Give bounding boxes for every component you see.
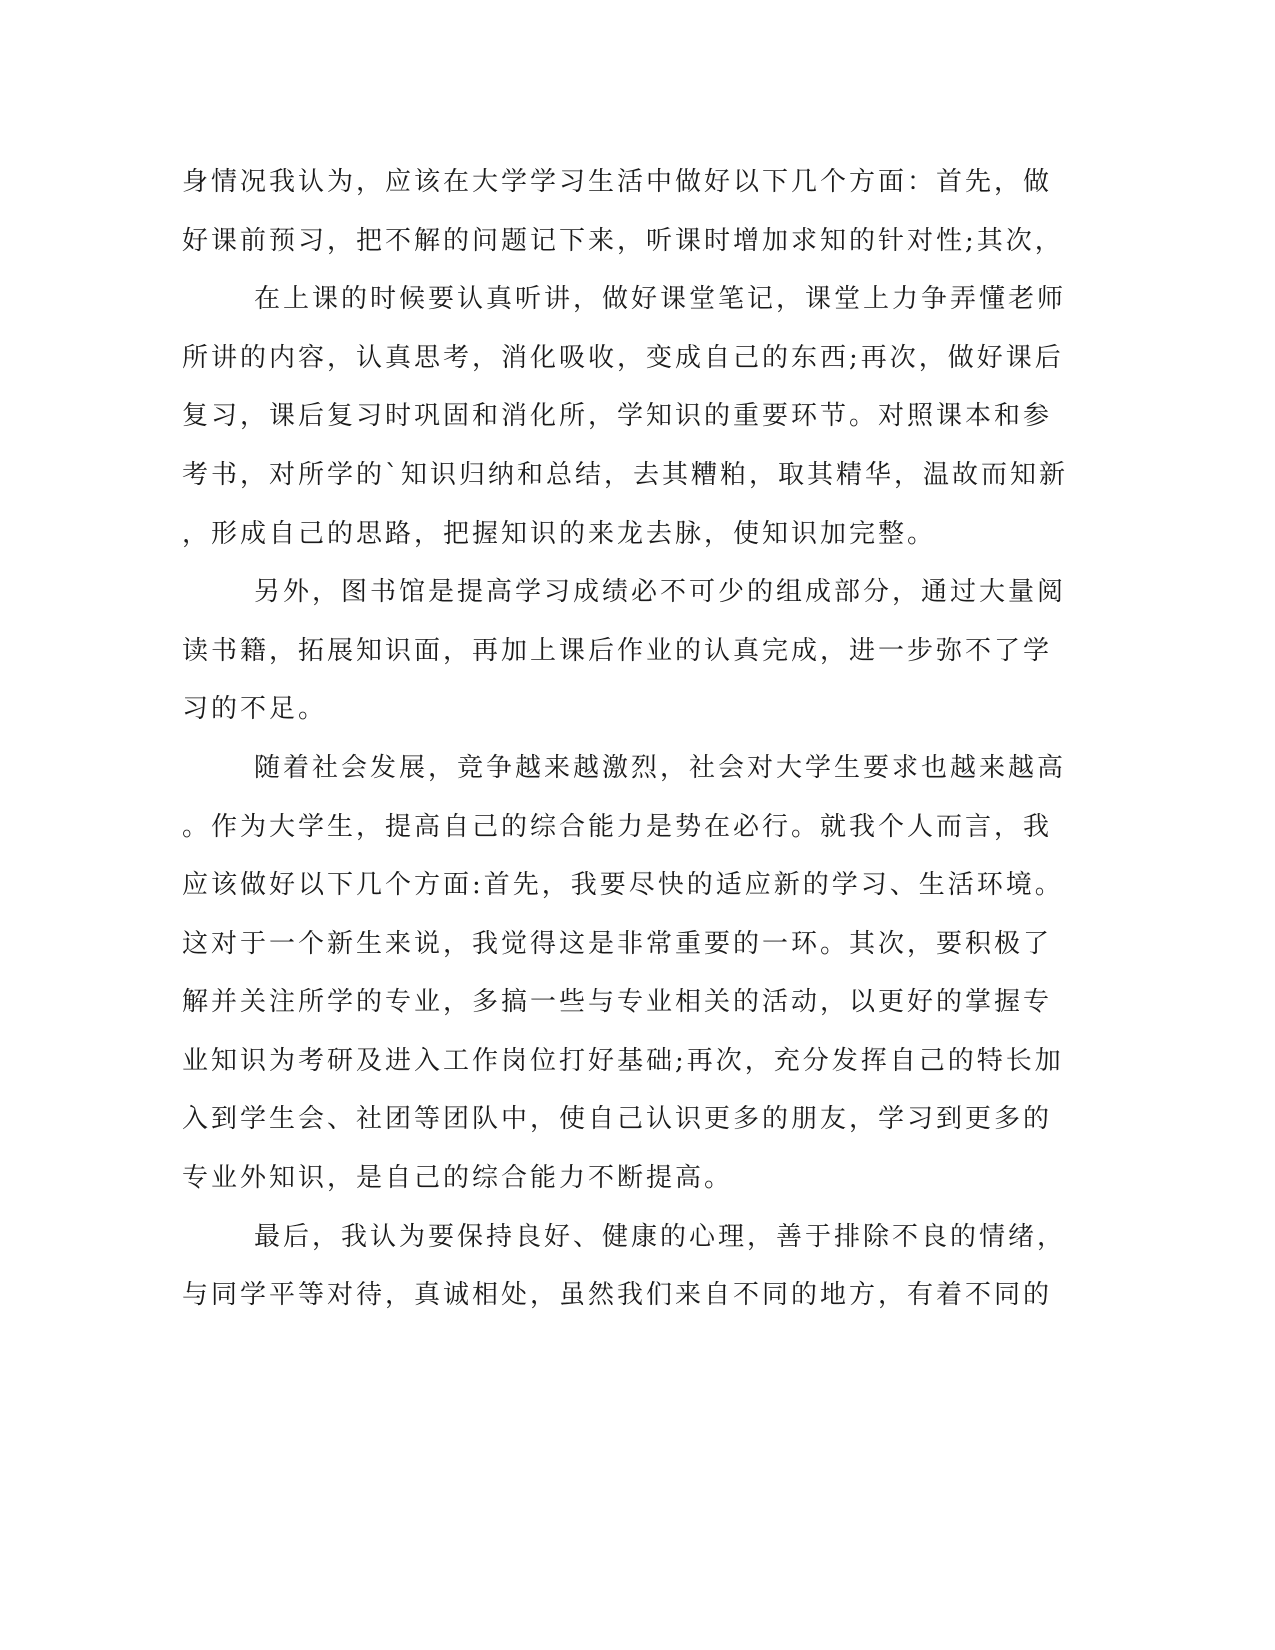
text-line: 好课前预习，把不解的问题记下来，听课时增加求知的针对性;其次， — [182, 226, 1064, 256]
text-line: 业知识为考研及进入工作岗位打好基础;再次，充分发挥自己的特长加 — [182, 1046, 1064, 1076]
text-line: 所讲的内容，认真思考，消化吸收，变成自己的东西;再次，做好课后 — [182, 343, 1064, 373]
text-line: 考书，对所学的`知识归纳和总结，去其糟粕，取其精华，温故而知新 — [182, 460, 1069, 490]
text-line: 专业外知识，是自己的综合能力不断提高。 — [182, 1163, 734, 1193]
text-line: 这对于一个新生来说，我觉得这是非常重要的一环。其次，要积极了 — [182, 929, 1053, 959]
paragraph-start-line: 最后，我认为要保持良好、健康的心理，善于排除不良的情绪， — [254, 1222, 1067, 1252]
text-line: 与同学平等对待，真诚相处，虽然我们来自不同的地方，有着不同的 — [182, 1280, 1053, 1310]
text-line: 。作为大学生，提高自己的综合能力是势在必行。就我个人而言，我 — [182, 812, 1053, 842]
text-line: 入到学生会、社团等团队中，使自己认识更多的朋友，学习到更多的 — [182, 1104, 1053, 1134]
paragraph-start-line: 另外，图书馆是提高学习成绩必不可少的组成部分，通过大量阅 — [254, 577, 1067, 607]
text-line: ，形成自己的思路，把握知识的来龙去脉，使知识加完整。 — [182, 519, 937, 549]
text-line: 复习，课后复习时巩固和消化所，学知识的重要环节。对照课本和参 — [182, 401, 1053, 431]
text-line: 身情况我认为，应该在大学学习生活中做好以下几个方面：首先，做 — [182, 167, 1053, 197]
paragraph-start-line: 在上课的时候要认真听讲，做好课堂笔记，课堂上力争弄懂老师 — [254, 284, 1067, 314]
text-line: 读书籍，拓展知识面，再加上课后作业的认真完成，进一步弥不了学 — [182, 636, 1053, 666]
paragraph-start-line: 随着社会发展，竞争越来越激烈，社会对大学生要求也越来越高 — [254, 753, 1067, 783]
text-line: 解并关注所学的专业，多搞一些与专业相关的活动，以更好的掌握专 — [182, 987, 1053, 1017]
text-line: 习的不足。 — [182, 694, 328, 724]
text-line: 应该做好以下几个方面:首先，我要尽快的适应新的学习、生活环境。 — [182, 870, 1064, 900]
